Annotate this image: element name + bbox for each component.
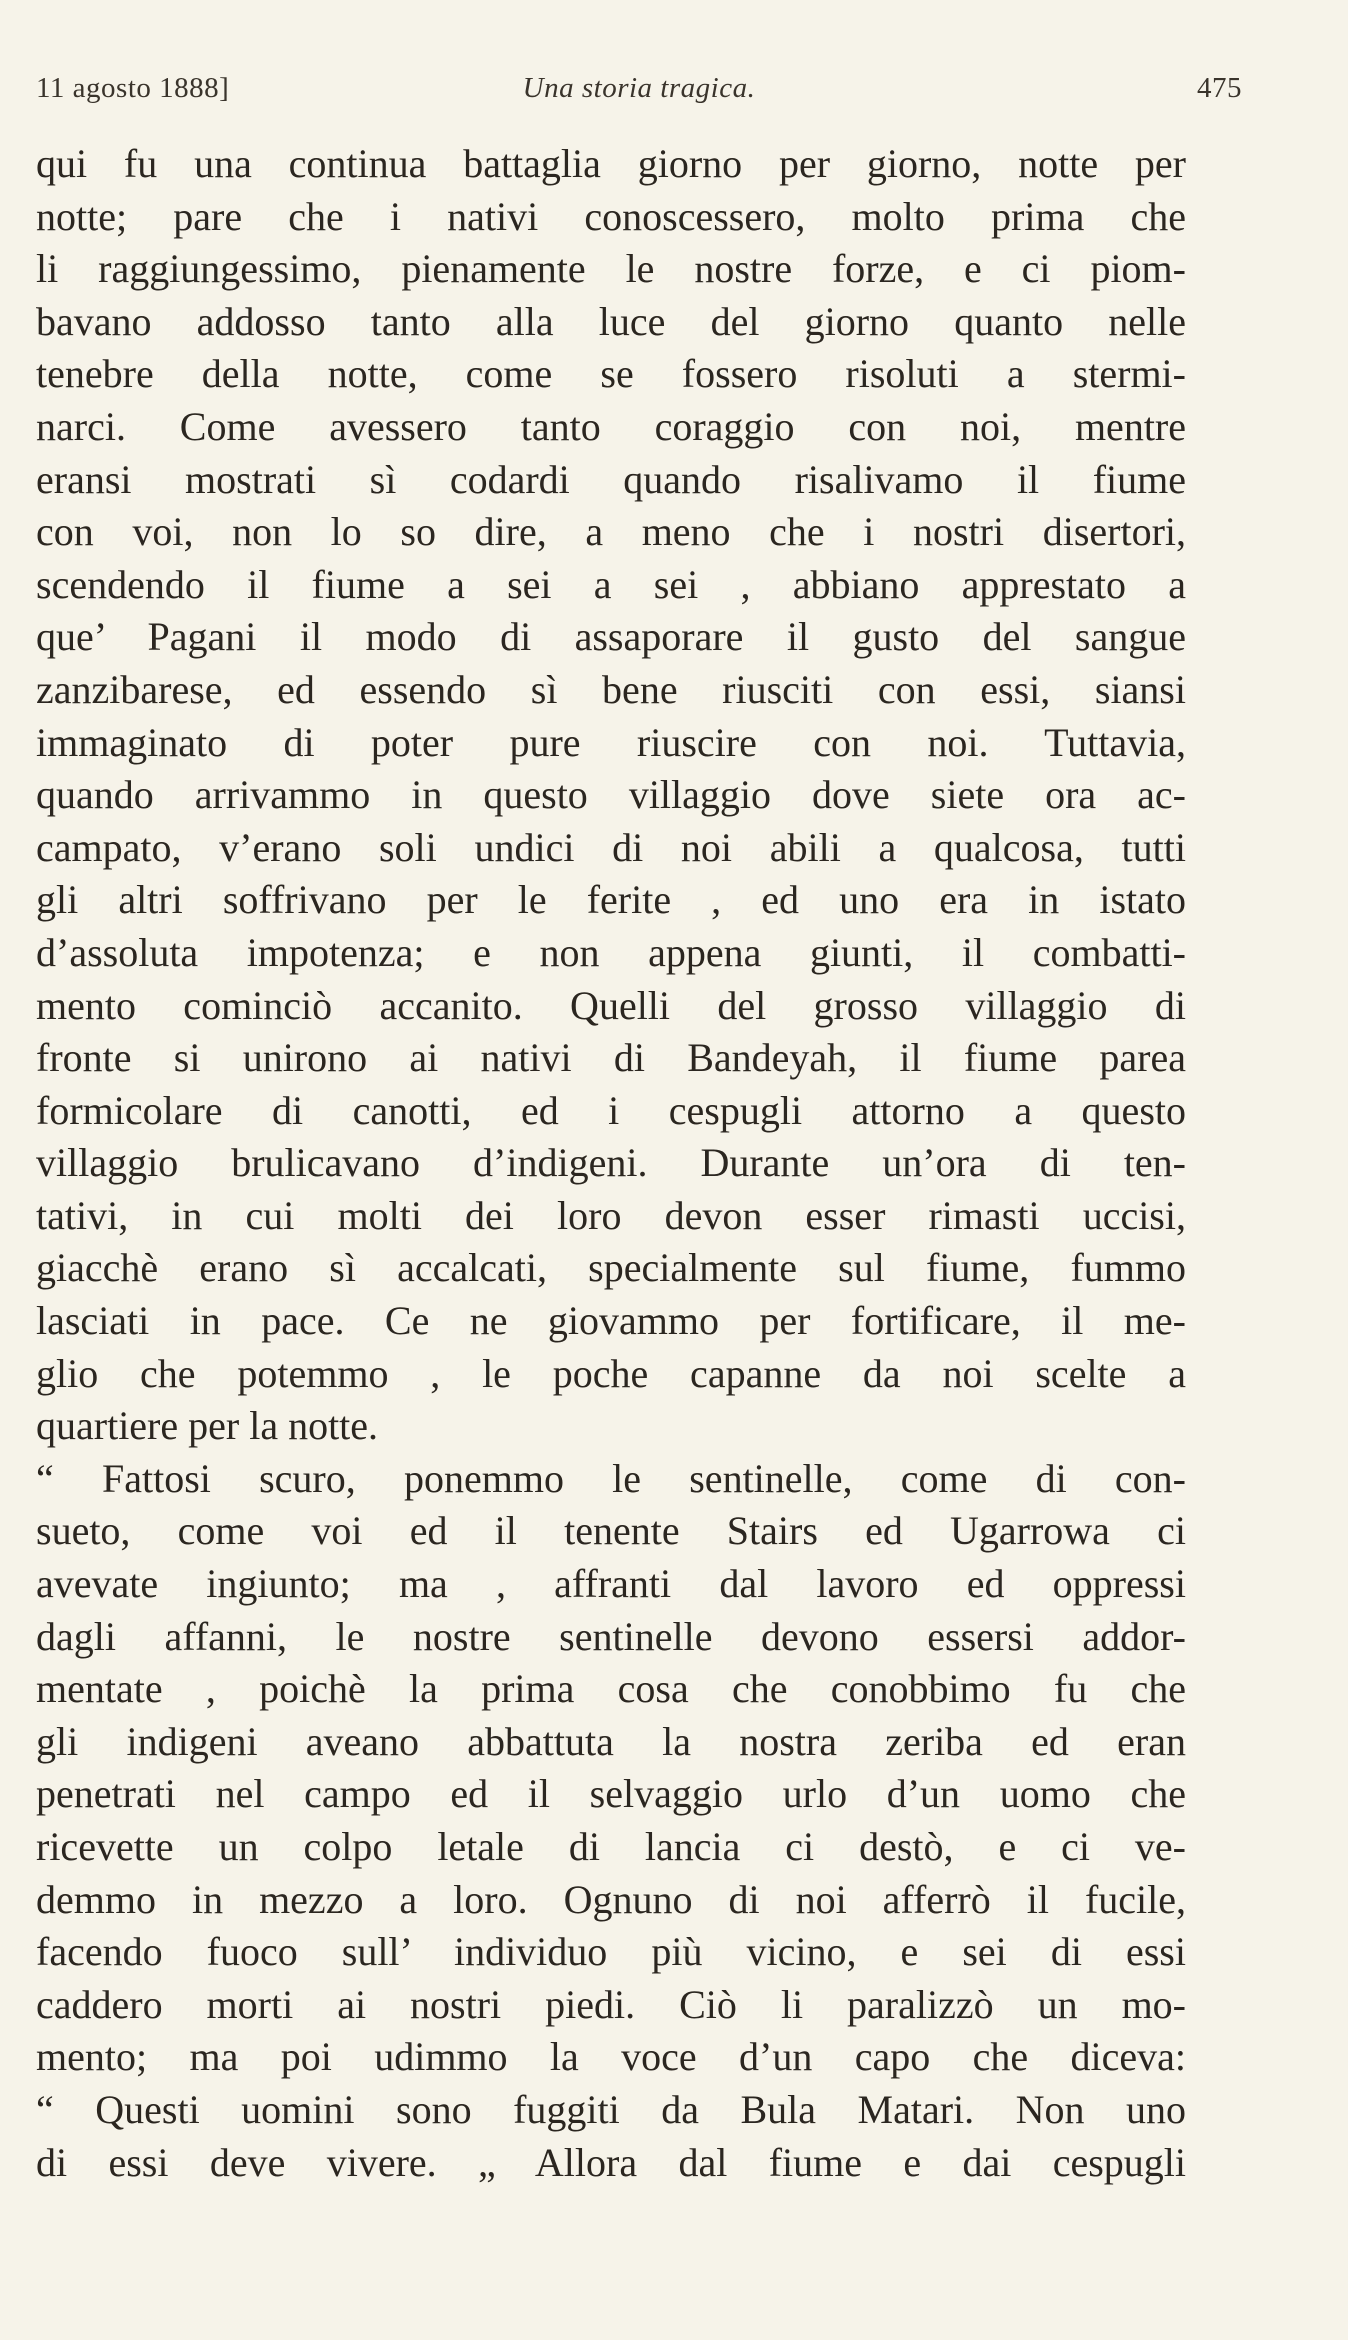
header-title: Una storia tragica. [522, 72, 756, 104]
text-line: bavano addosso tanto alla luce del giorno quanto nelle [36, 298, 1186, 344]
text-line: que’ Pagani il modo di assaporare il gusto del sangue [36, 614, 1186, 660]
paragraph-end-line: quartiere per la notte. [36, 1403, 379, 1449]
text-line: zanzibarese, ed essendo sì bene riusciti con essi, siansi [36, 666, 1186, 712]
text-line: penetrati nel campo ed il selvaggio urlo d’un uomo che [36, 1771, 1186, 1817]
text-line: d’assoluta impotenza; e non appena giunti, il combatti- [36, 929, 1186, 975]
body-text [36, 138, 1186, 2189]
text-line: gli altri soffrivano per le ferite , ed uno era in istato [36, 877, 1186, 923]
text-line: villaggio brulicavano d’indigeni. Durante un’ora di ten- [36, 1140, 1186, 1186]
text-line: gli indigeni aveano abbattuta la nostra zeriba ed eran [36, 1718, 1186, 1764]
text-line: giacchè erano sì accalcati, specialmente sul fiume, fummo [36, 1245, 1186, 1291]
text-line: con voi, non lo so dire, a meno che i nostri disertori, [36, 509, 1186, 555]
text-line: qui fu una continua battaglia giorno per giorno, notte per [36, 141, 1186, 186]
text-line: dagli affanni, le nostre sentinelle devono essersi addor- [36, 1613, 1186, 1659]
page-number: 475 [1197, 72, 1242, 104]
text-line: tenebre della notte, come se fossero risoluti a stermi- [36, 351, 1186, 397]
running-head [36, 72, 1242, 116]
text-line: mento cominciò accanito. Quelli del grosso villaggio di [36, 982, 1186, 1028]
text-line: fronte si unirono ai nativi di Bandeyah, il fiume parea [36, 1035, 1186, 1081]
text-line: avevate ingiunto; ma , affranti dal lavoro ed oppressi [36, 1561, 1186, 1607]
text-line: caddero morti ai nostri piedi. Ciò li paralizzò un mo- [36, 1981, 1186, 2027]
text-line: mento; ma poi udimmo la voce d’un capo che diceva: [36, 2034, 1186, 2080]
text-line: quando arrivammo in questo villaggio dove siete ora ac- [36, 772, 1186, 818]
text-line: ricevette un colpo letale di lancia ci destò, e ci ve- [36, 1824, 1186, 1869]
text-line: lasciati in pace. Ce ne giovammo per fortificare, il me- [36, 1298, 1186, 1344]
text-line: immaginato di poter pure riuscire con noi. Tuttavia, [36, 719, 1186, 765]
header-date: 11 agosto 1888] [36, 72, 230, 104]
text-line: di essi deve vivere. „ Allora dal fiume e dai cespugli [36, 2139, 1186, 2185]
text-line: demmo in mezzo a loro. Ognuno di noi afferrò il fucile, [36, 1876, 1186, 1922]
text-line: glio che potemmo , le poche capanne da noi scelte a [36, 1350, 1186, 1396]
text-line: notte; pare che i nativi conoscessero, molto prima che [36, 193, 1186, 239]
text-line: campato, v’erano soli undici di noi abili a qualcosa, tutti [36, 824, 1186, 870]
text-line: scendendo il fiume a sei a sei , abbiano apprestato a [36, 561, 1186, 607]
text-line: “ Questi uomini sono fuggiti da Bula Matari. Non uno [36, 2086, 1186, 2132]
text-line: sueto, come voi ed il tenente Stairs ed Ugarrowa ci [36, 1508, 1186, 1554]
text-line: li raggiungessimo, pienamente le nostre forze, e ci piom- [36, 246, 1186, 292]
text-line: “ Fattosi scuro, ponemmo le sentinelle, come di con- [36, 1455, 1186, 1501]
text-line: facendo fuoco sull’ individuo più vicino, e sei di essi [36, 1929, 1186, 1975]
text-line: narci. Come avessero tanto coraggio con noi, mentre [36, 403, 1186, 449]
text-line: mentate , poichè la prima cosa che conobbimo fu che [36, 1666, 1186, 1712]
text-line: tativi, in cui molti dei loro devon esser rimasti uccisi, [36, 1192, 1186, 1238]
text-line: formicolare di canotti, ed i cespugli attorno a questo [36, 1087, 1186, 1133]
text-line: eransi mostrati sì codardi quando risalivamo il fiume [36, 456, 1186, 502]
